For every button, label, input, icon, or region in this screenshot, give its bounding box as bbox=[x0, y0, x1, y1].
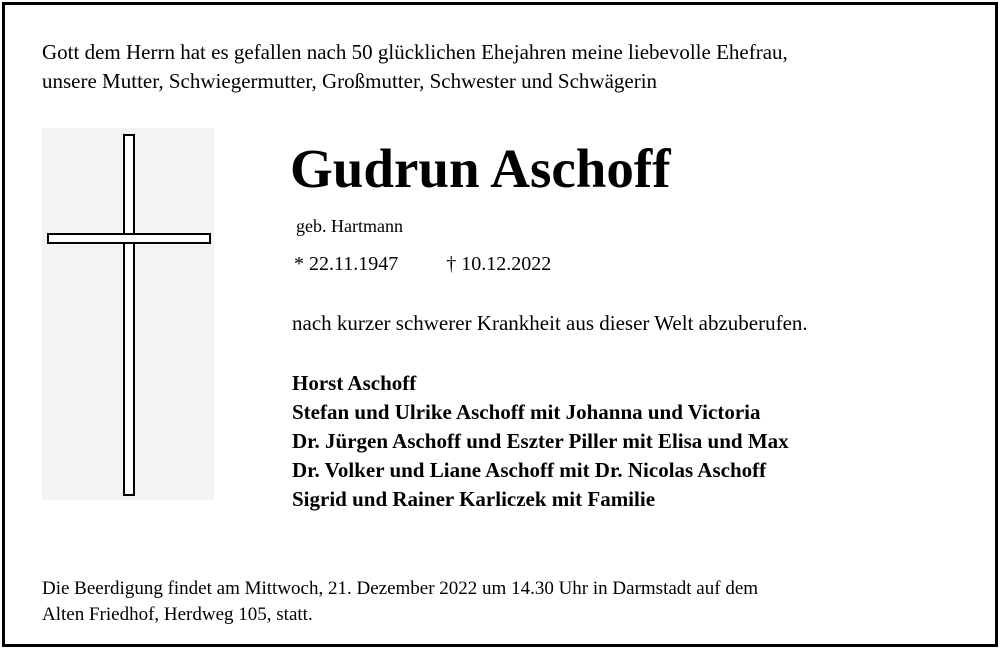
intro-text bbox=[42, 38, 788, 96]
family-member: Horst Aschoff bbox=[292, 371, 417, 395]
intro-line-2: unsere Mutter, Schwiegermutter, Großmutter, Schwester und Schwägerin bbox=[42, 69, 658, 93]
funeral-line-2: Alten Friedhof, Herdweg 105, statt. bbox=[42, 604, 313, 625]
funeral-line-1: Die Beerdigung findet am Mittwoch, 21. Dezember 2022 um 14.30 Uhr in Darmstadt auf dem bbox=[42, 578, 759, 599]
birth-date: * 22.11.1947 bbox=[294, 253, 399, 275]
family-member: Dr. Volker und Liane Aschoff mit Dr. Nicolas Aschoff bbox=[292, 458, 767, 482]
intro-line-1: Gott dem Herrn hat es gefallen nach 50 glücklichen Ehejahren meine liebevolle Ehefrau, bbox=[42, 40, 788, 64]
family-member: Sigrid und Rainer Karliczek mit Familie bbox=[292, 487, 656, 511]
death-date: † 10.12.2022 bbox=[446, 253, 552, 275]
deceased-name: Gudrun Aschoff bbox=[290, 138, 671, 199]
funeral-notice bbox=[42, 576, 758, 628]
cross-joint bbox=[125, 235, 133, 242]
family-member: Stefan und Ulrike Aschoff mit Johanna und Victoria bbox=[292, 400, 761, 424]
passing-message: nach kurzer schwerer Krankheit aus dieser Welt abzuberufen. bbox=[292, 311, 808, 335]
life-dates bbox=[294, 253, 551, 276]
family-list bbox=[292, 369, 789, 514]
maiden-name: geb. Hartmann bbox=[296, 216, 403, 236]
family-member: Dr. Jürgen Aschoff und Eszter Piller mit Elisa und Max bbox=[292, 429, 789, 453]
cross-vertical-beam bbox=[123, 134, 135, 496]
